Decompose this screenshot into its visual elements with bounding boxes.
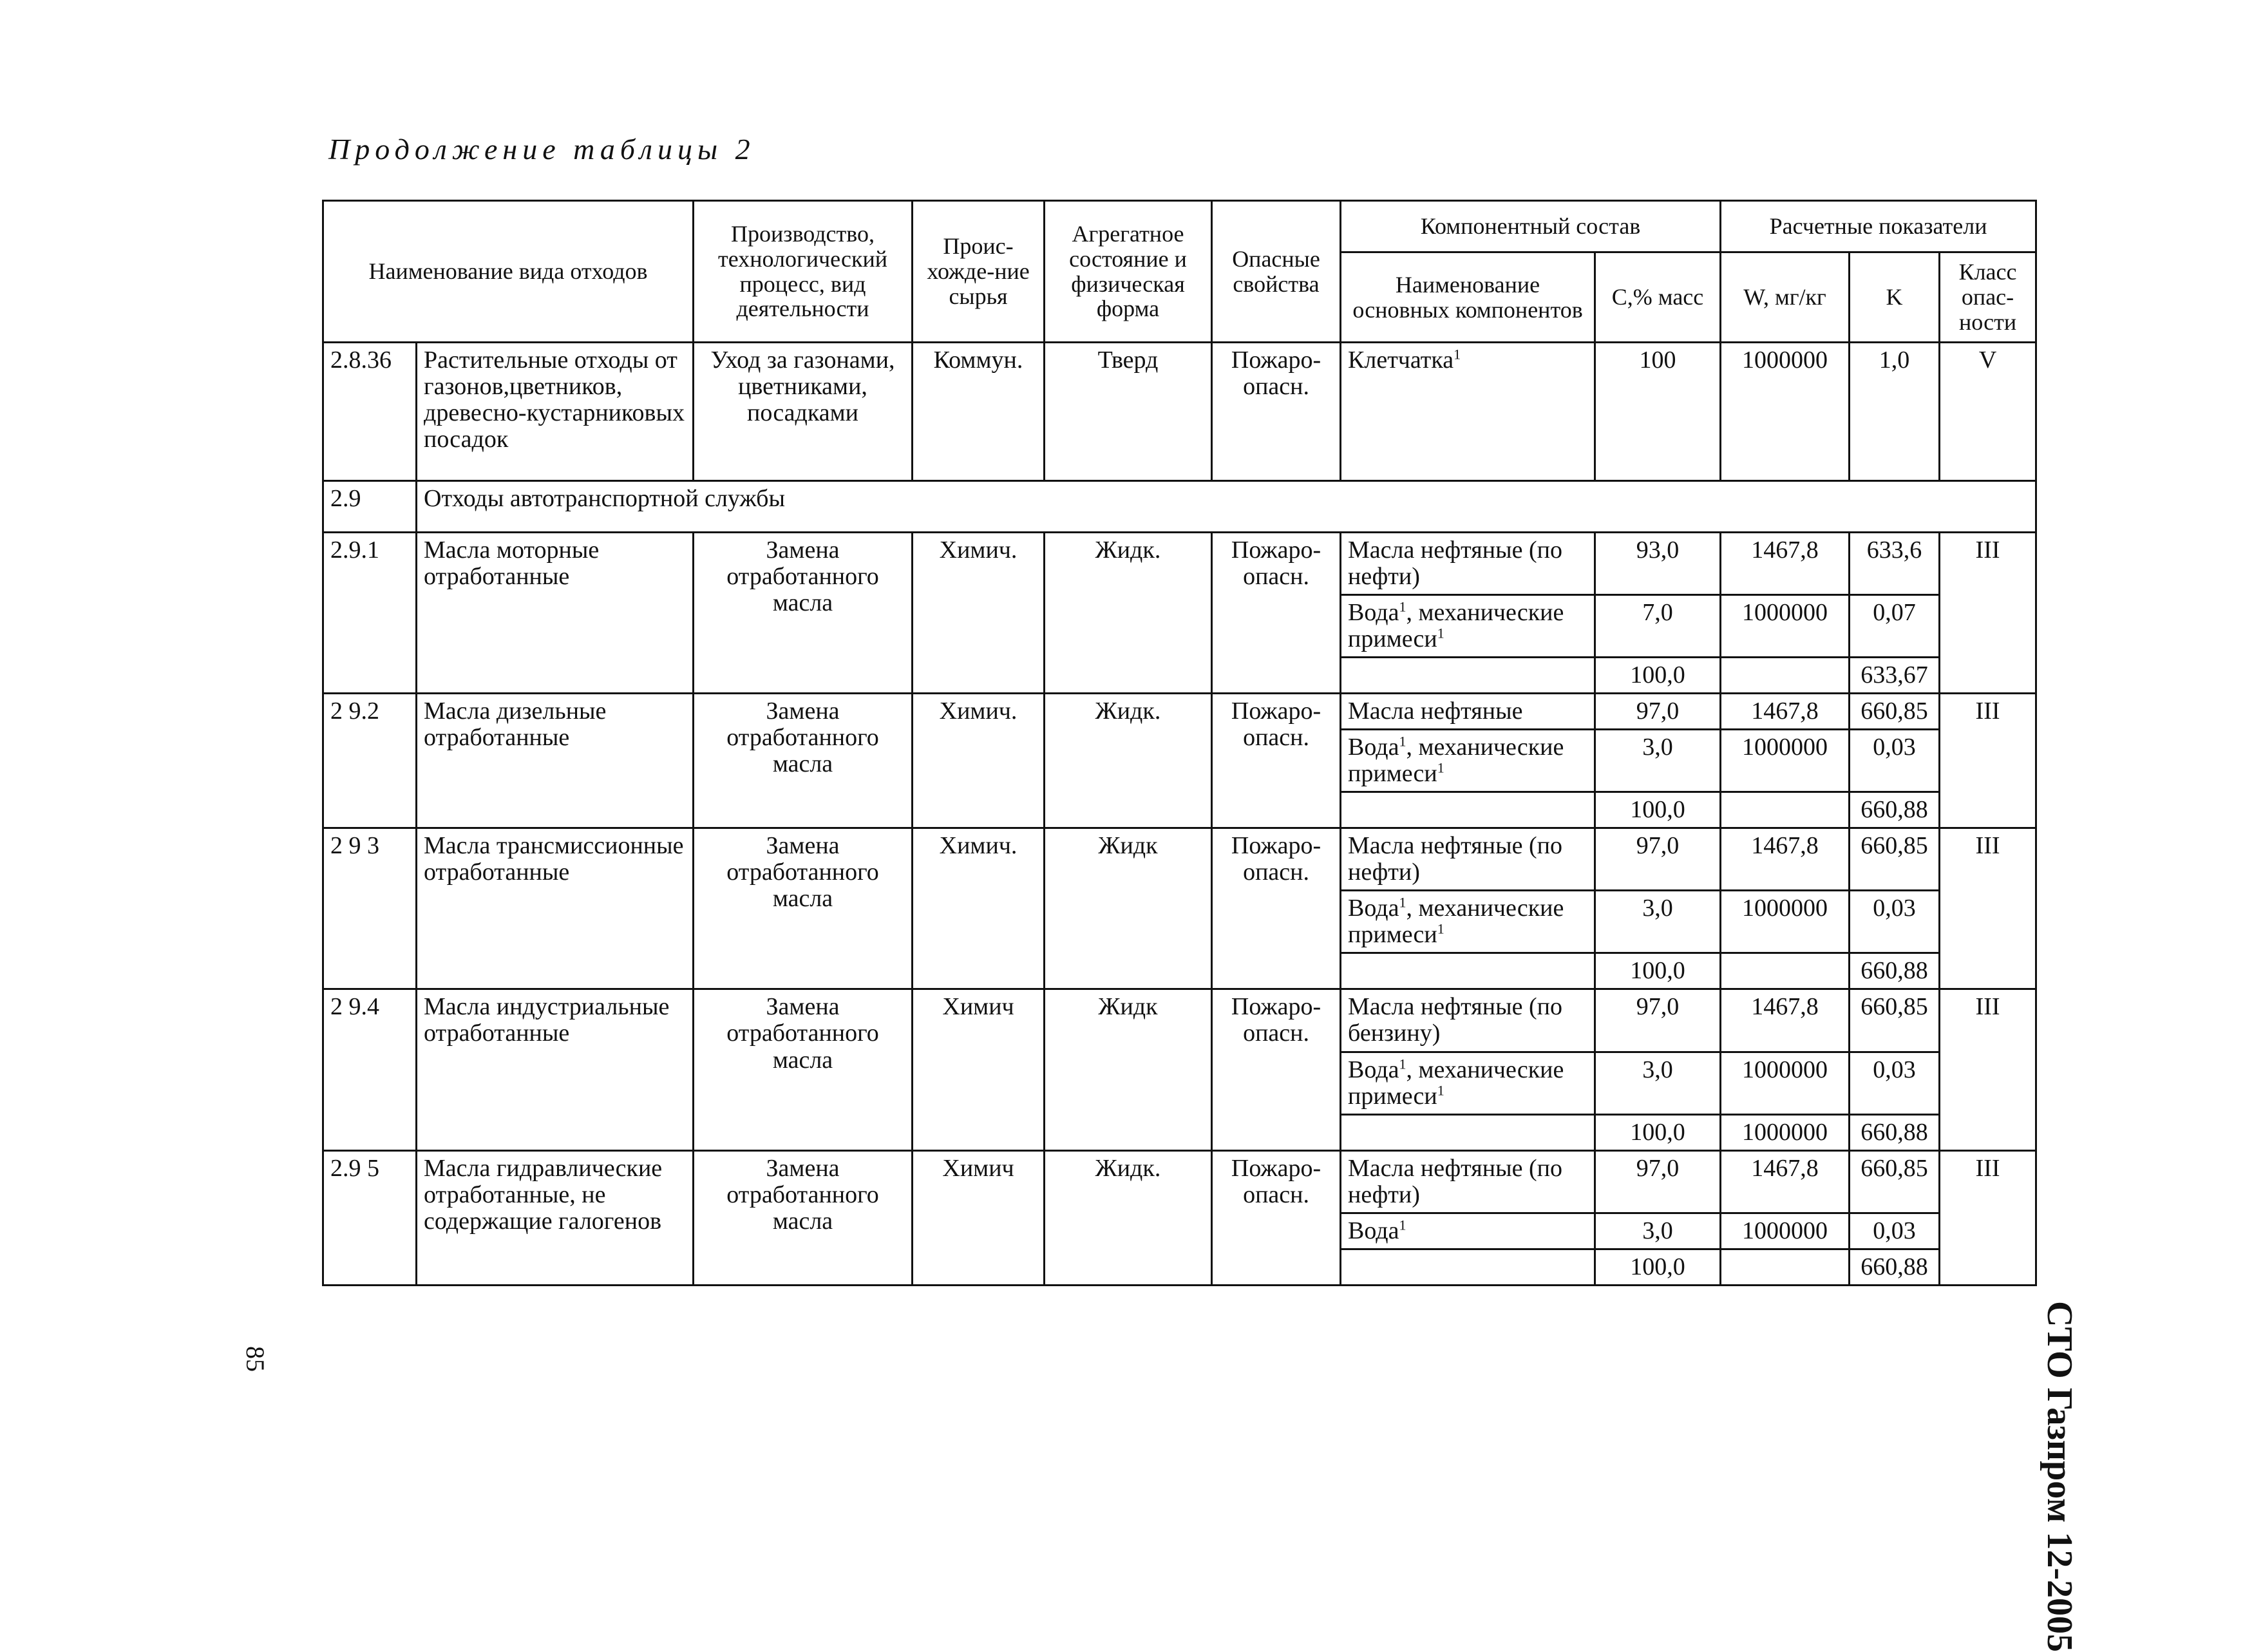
table-row [323,989,2036,1052]
row-component: Масла нефтяные (по нефти) [1341,828,1595,891]
section-title: Отходы автотранспортной службы [417,481,2036,533]
row-component: Масла нефтяные [1341,694,1595,730]
row-origin: Химич. [913,694,1045,828]
table-row [323,828,2036,891]
row-component [1341,658,1595,694]
row-component [1341,1114,1595,1150]
row-state: Жидк. [1045,533,1212,694]
row-component [1341,343,1595,481]
row-w: 1000000 [1721,1213,1850,1249]
row-origin: Химич [913,1150,1045,1285]
row-w: 1467,8 [1721,1150,1850,1213]
row-k-total: 660,88 [1850,953,1940,989]
header-calc: Расчетные показатели [1721,201,2036,252]
row-production: Замена отработанного масла [694,828,913,989]
row-k-total: 660,88 [1850,1114,1940,1150]
row-k: 660,85 [1850,989,1940,1052]
component-name: Вода [1348,895,1399,922]
row-name: Масла трансмиссионные отработанные [417,828,694,989]
row-component [1341,1249,1595,1285]
footnote-mark: 1 [1437,759,1444,776]
row-w: 1467,8 [1721,533,1850,595]
header-k: K [1850,252,1940,343]
component-name: Вода [1348,734,1399,761]
row-conc-total: 100,0 [1595,1114,1721,1150]
row-class: III [1940,694,2036,828]
row-code: 2 9 3 [323,828,417,989]
row-conc-total: 100,0 [1595,792,1721,828]
table-row [323,1150,2036,1213]
row-component [1341,595,1595,658]
row-state: Жидк. [1045,1150,1212,1285]
row-component [1341,1213,1595,1249]
row-k: 660,85 [1850,828,1940,891]
row-k: 660,85 [1850,694,1940,730]
row-w: 1467,8 [1721,694,1850,730]
row-k: 633,6 [1850,533,1940,595]
section-code: 2.9 [323,481,417,533]
row-production: Замена отработанного масла [694,1150,913,1285]
row-component [1341,730,1595,792]
row-k: 0,03 [1850,730,1940,792]
row-production: Уход за газонами, цветниками, посадками [694,343,913,481]
row-origin: Химич. [913,533,1045,694]
row-component: Масла нефтяные (по бензину) [1341,989,1595,1052]
row-name: Масла моторные отработанные [417,533,694,694]
header-hazard: Опасные свойства [1212,201,1341,343]
row-w: 1000000 [1721,595,1850,658]
row-w: 1467,8 [1721,828,1850,891]
row-k-total: 660,88 [1850,1249,1940,1285]
row-component [1341,953,1595,989]
row-code: 2.9.1 [323,533,417,694]
row-hazard: Пожаро-опасн. [1212,694,1341,828]
row-code: 2 9.2 [323,694,417,828]
row-component: Масла нефтяные (по нефти) [1341,1150,1595,1213]
row-conc: 97,0 [1595,828,1721,891]
table-row [323,694,2036,730]
row-conc-total: 100,0 [1595,658,1721,694]
row-w: 1000000 [1721,1052,1850,1114]
row-conc: 97,0 [1595,989,1721,1052]
row-conc: 93,0 [1595,533,1721,595]
row-production: Замена отработанного масла [694,533,913,694]
row-class: III [1940,989,2036,1150]
header-conc: C,% масс [1595,252,1721,343]
row-production: Замена отработанного масла [694,989,913,1150]
row-conc: 3,0 [1595,891,1721,953]
section-row [323,481,2036,533]
row-hazard: Пожаро-опасн. [1212,989,1341,1150]
component-name: Вода [1348,1217,1399,1244]
footnote-mark: 1 [1399,1055,1406,1072]
row-code: 2.8.36 [323,343,417,481]
component-name-cont: , механические примеси [1348,895,1564,949]
row-state: Жидк [1045,989,1212,1150]
row-w-total [1721,658,1850,694]
component-name-cont: , механические примеси [1348,599,1564,653]
component-name: Вода [1348,599,1399,627]
table-caption: Продолжение таблицы 2 [328,133,755,166]
row-name: Масла гидравлические отработанные, не содержащие галогенов [417,1150,694,1285]
row-origin: Химич. [913,828,1045,989]
component-name: Вода [1348,1056,1399,1083]
row-conc: 100 [1595,343,1721,481]
row-component [1341,1052,1595,1114]
table-row [323,533,2036,595]
row-conc: 97,0 [1595,1150,1721,1213]
row-k: 0,03 [1850,1213,1940,1249]
row-w-total: 1000000 [1721,1114,1850,1150]
row-k: 1,0 [1850,343,1940,481]
row-class: III [1940,828,2036,989]
row-conc: 7,0 [1595,595,1721,658]
row-state: Жидк [1045,828,1212,989]
header-state: Агрегатное состояние и физическая форма [1045,201,1212,343]
row-conc-total: 100,0 [1595,1249,1721,1285]
row-k-total: 660,88 [1850,792,1940,828]
row-name: Растительные отходы от газонов,цветников, древесно-кустарниковых посадок [417,343,694,481]
row-k: 0,03 [1850,891,1940,953]
component-name-cont: , механические примеси [1348,1056,1564,1110]
row-state: Жидк. [1045,694,1212,828]
row-name: Масла дизельные отработанные [417,694,694,828]
footnote-mark: 1 [1453,346,1461,363]
footnote-mark: 1 [1399,1217,1406,1233]
footnote-mark: 1 [1399,598,1406,615]
row-k-total: 633,67 [1850,658,1940,694]
footnote-mark: 1 [1399,894,1406,911]
row-hazard: Пожаро-опасн. [1212,828,1341,989]
header-component-name: Наименование основных компонентов [1341,252,1595,343]
row-name: Масла индустриальные отработанные [417,989,694,1150]
row-k: 0,03 [1850,1052,1940,1114]
footnote-mark: 1 [1437,920,1444,937]
header-w: W, мг/кг [1721,252,1850,343]
header-name: Наименование вида отходов [323,201,694,343]
document-code: СТО Газпром 12-2005 [2040,1301,2079,1652]
component-name: Клетчатка [1348,347,1454,374]
row-w: 1000000 [1721,730,1850,792]
component-name-cont: , механические примеси [1348,734,1564,788]
row-production: Замена отработанного масла [694,694,913,828]
header-production: Производство, технологический процесс, вид деятельности [694,201,913,343]
row-w-total [1721,953,1850,989]
row-class: III [1940,533,2036,694]
row-conc-total: 100,0 [1595,953,1721,989]
row-hazard: Пожаро-опасн. [1212,533,1341,694]
row-w: 1000000 [1721,891,1850,953]
row-class: III [1940,1150,2036,1285]
table-row [323,343,2036,481]
row-conc: 3,0 [1595,730,1721,792]
footnote-mark: 1 [1437,625,1444,641]
footnote-mark: 1 [1437,1081,1444,1098]
footnote-mark: 1 [1399,733,1406,750]
row-w-total [1721,792,1850,828]
row-w: 1000000 [1721,343,1850,481]
row-component [1341,891,1595,953]
row-code: 2 9.4 [323,989,417,1150]
row-hazard: Пожаро-опасн. [1212,343,1341,481]
row-conc: 3,0 [1595,1213,1721,1249]
row-hazard: Пожаро-опасн. [1212,1150,1341,1285]
row-origin: Коммун. [913,343,1045,481]
row-w: 1467,8 [1721,989,1850,1052]
waste-table [322,200,2037,1286]
row-origin: Химич [913,989,1045,1150]
header-class: Класс опас-ности [1940,252,2036,343]
row-conc: 3,0 [1595,1052,1721,1114]
row-k: 660,85 [1850,1150,1940,1213]
header-components: Компонентный состав [1341,201,1721,252]
row-state: Тверд [1045,343,1212,481]
header-origin: Проис-хожде-ние сырья [913,201,1045,343]
row-k: 0,07 [1850,595,1940,658]
row-w-total [1721,1249,1850,1285]
row-conc: 97,0 [1595,694,1721,730]
page-number: 85 [241,1346,270,1372]
row-class: V [1940,343,2036,481]
row-component: Масла нефтяные (по нефти) [1341,533,1595,595]
row-component [1341,792,1595,828]
row-code: 2.9 5 [323,1150,417,1285]
